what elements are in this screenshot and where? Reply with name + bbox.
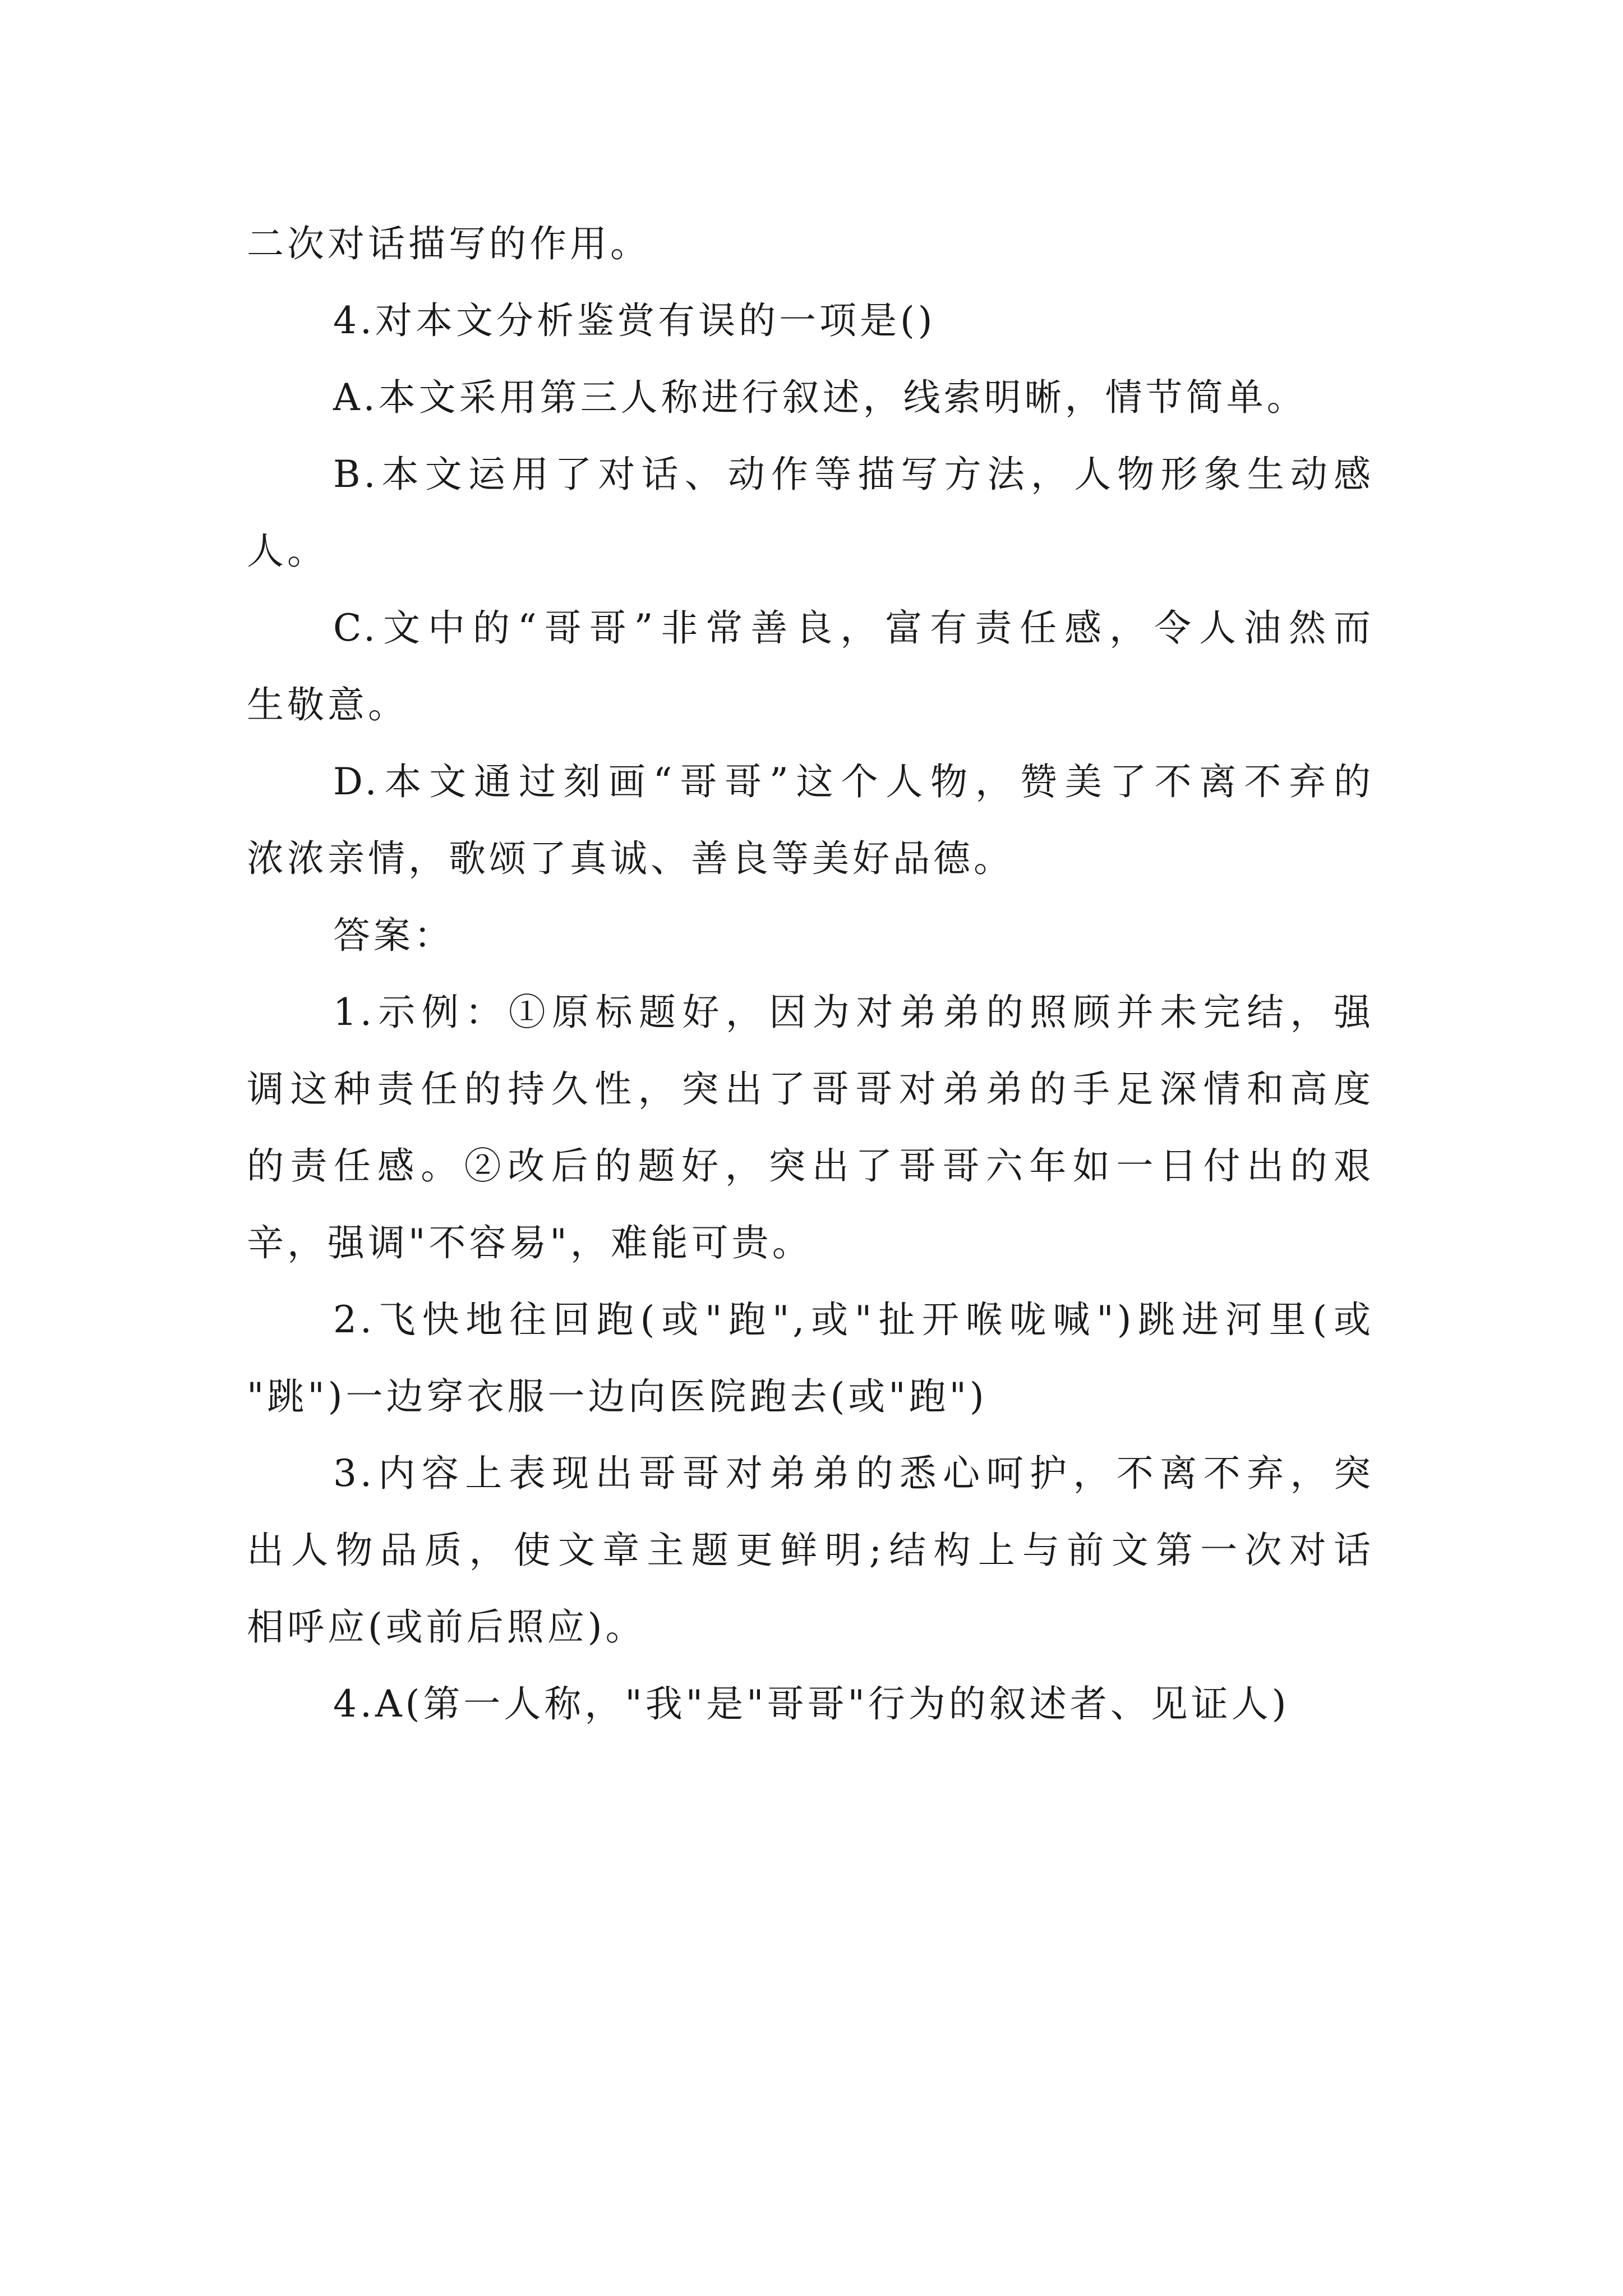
answer-4: 4.A(第一人称，"我"是"哥哥"行为的叙述者、见证人) [333,1682,1290,1726]
answer-3: 3.内容上表现出哥哥对弟弟的悉心呵护，不离不弃，突 [333,1452,1374,1495]
option-d: D.本文通过刻画“哥哥”这个人物，赞美了不离不弃的 [333,760,1374,803]
option-a: A.本文采用第三人称进行叙述，线索明晰，情节简单。 [333,376,1307,419]
answer-1: 1.示例：①原标题好，因为对弟弟的照顾并未完结，强 [333,991,1374,1034]
option-b-cont: 人。 [247,530,328,573]
answer-1-cont: 辛，强调"不容易"，难能可贵。 [247,1221,813,1264]
answer-2-cont: "跳")一边穿衣服一边向医院跑去(或"跑") [247,1375,988,1418]
answer-2: 2.飞快地往回跑(或"跑",或"扯开喉咙喊")跳进河里(或 [333,1298,1374,1341]
option-c: C.文中的“哥哥”非常善良，富有责任感，令人油然而 [333,606,1374,650]
answer-3-cont: 出人物品质，使文章主题更鲜明;结构上与前文第一次对话 [247,1529,1374,1572]
answer-1-cont: 调这种责任的持久性，突出了哥哥对弟弟的手足深情和高度 [247,1068,1374,1111]
answer-1-cont: 的责任感。②改后的题好，突出了哥哥六年如一日付出的艰 [247,1144,1374,1188]
text-line: 二次对话描写的作用。 [247,222,651,265]
option-b: B.本文运用了对话、动作等描写方法，人物形象生动感 [333,453,1374,496]
question-4-stem: 4.对本文分析鉴赏有误的一项是() [333,299,936,342]
option-d-cont: 浓浓亲情，歌颂了真诚、善良等美好品德。 [247,837,1014,880]
answer-heading: 答案： [333,914,454,957]
option-c-cont: 生敬意。 [247,683,408,726]
answer-3-cont: 相呼应(或前后照应)。 [247,1605,646,1649]
